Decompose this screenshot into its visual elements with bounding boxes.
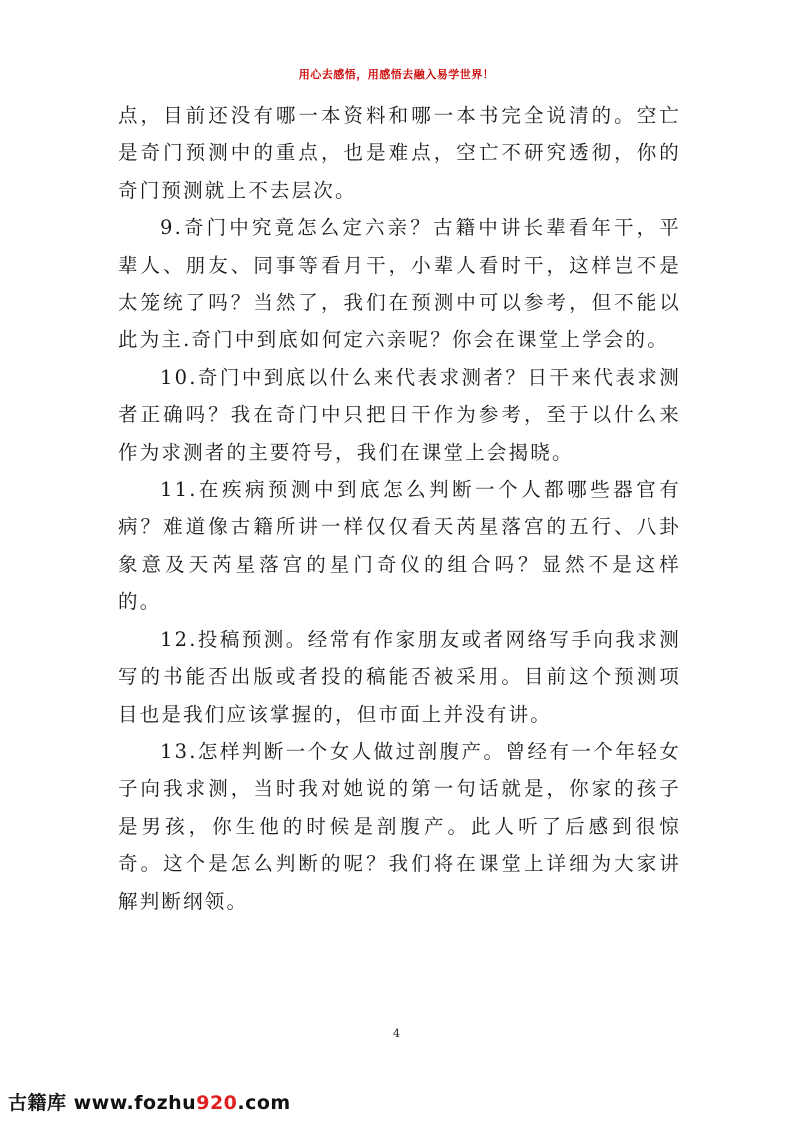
footer-brand-digits: 920 (196, 1092, 238, 1114)
paragraph-continuation: 点，目前还没有哪一本资料和哪一本书完全说清的。空亡是奇门预测中的重点，也是难点，空亡不研究透彻，你的奇门预测就上不去层次。 (118, 104, 681, 202)
page-number: 4 (393, 1027, 400, 1040)
paragraph-item-10: 10.奇门中到底以什么来代表求测者？日干来代表求测者正确吗？我在奇门中只把日干作为参考，至于以什么来作为求测者的主要符号，我们在课堂上会揭晓。 (118, 365, 681, 464)
header-slogan: 用心去感悟，用感悟去融入易学世界！ (298, 68, 495, 81)
paragraph-item-12: 12.投稿预测。经常有作家朋友或者网络写手向我求测写的书能否出版或者投的稿能否被采用。目前这个预测项目也是我们应该掌握的，但市面上并没有讲。 (118, 627, 681, 726)
footer-brand-suffix: .com (237, 1092, 291, 1114)
footer-brand-prefix: 古籍库 www.fozhu (8, 1092, 197, 1114)
document-body (118, 97, 681, 920)
paragraph-item-9: 9.奇门中究竟怎么定六亲？古籍中讲长辈看年干，平辈人、朋友、同事等看月干，小辈人看时干，这样岂不是太笼统了吗？当然了，我们在预测中可以参考，但不能以此为主.奇门中到底如何定六亲呢？你会在课堂上学会的。 (118, 216, 681, 352)
footer-watermark (8, 1088, 291, 1115)
paragraph-item-13: 13.怎样判断一个女人做过剖腹产。曾经有一个年轻女子向我求测，当时我对她说的第一句话就是，你家的孩子是男孩，你生他的时候是剖腹产。此人听了后感到很惊奇。这个是怎么判断的呢？我们将在课堂上详细为大家讲解判断纲领。 (118, 739, 681, 913)
paragraph-item-11: 11.在疾病预测中到底怎么判断一个人都哪些器官有病？难道像古籍所讲一样仅仅看天芮星落宫的五行、八卦象意及天芮星落宫的星门奇仪的组合吗？显然不是这样的。 (118, 478, 681, 614)
